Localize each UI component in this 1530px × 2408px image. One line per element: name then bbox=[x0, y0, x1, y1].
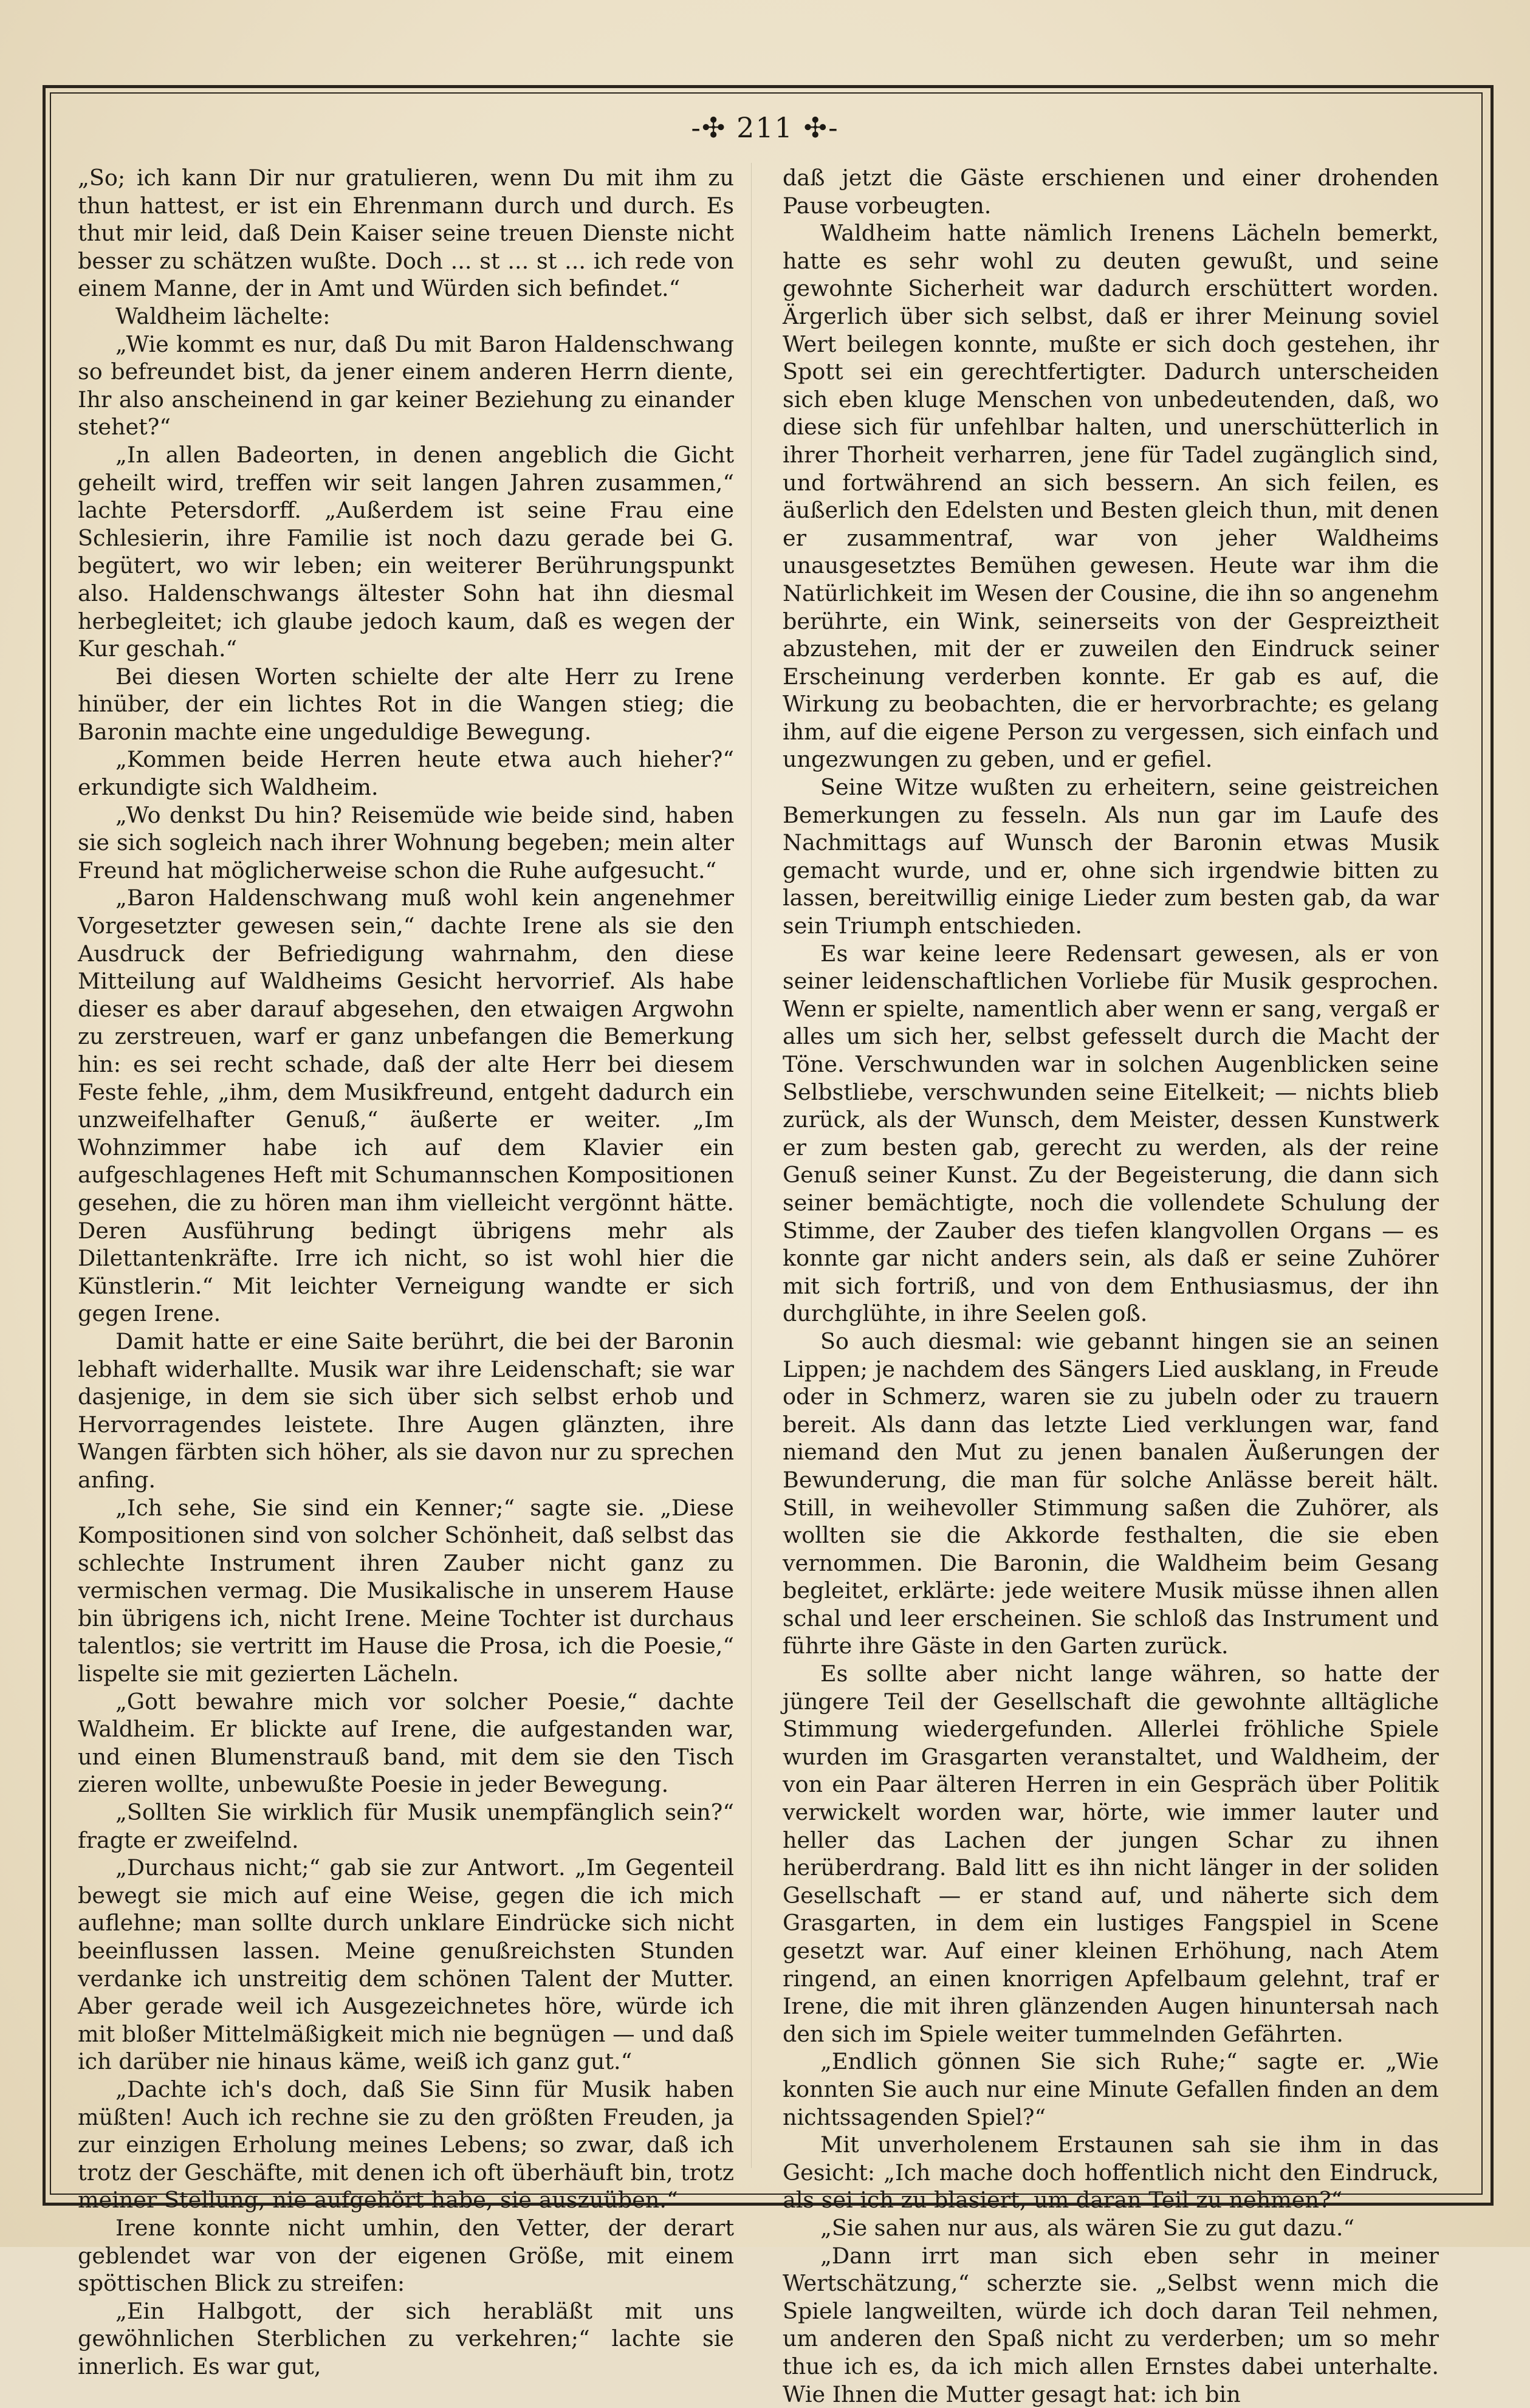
paragraph: Seine Witze wußten zu erheitern, seine geistreichen Bemerkungen zu fesseln. Als nun gar im Laufe des Nachmittags auf Wunsch der Baronin etwas Musik gemacht wurde, und er, ohne sich irgendwie bitten zu lassen, bereitwillig einige Lieder zum besten gab, da war sein Triumph entschieden. bbox=[783, 774, 1439, 939]
left-column bbox=[78, 164, 734, 2381]
paragraph: „Dann irrt man sich eben sehr in meiner Wertschätzung,“ scherzte sie. „Selbst wenn mich die Spiele langweilten, würde ich doch daran Teil nehmen, um anderen den Spaß nicht zu verderben; um so mehr thue ich es, da ich mich allen Ernstes dabei unterhalte. Wie Ihnen die Mutter gesagt hat: ich bin bbox=[783, 2242, 1439, 2407]
page-number: 211 bbox=[736, 111, 794, 144]
ornament-left: -✣ bbox=[691, 111, 727, 144]
paragraph: „In allen Badeorten, in denen angeblich die Gicht geheilt wird, treffen wir seit langen Jahren zusammen,“ lachte Petersdorff. „Außerdem ist seine Frau eine Schlesierin, ihre Familie ist noch dazu gerade bei G. begütert, wo wir leben; ein weiterer Berührungspunkt also. Haldenschwangs ältester Sohn hat ihn diesmal herbegleitet; ich glaube jedoch kaum, daß es wegen der Kur geschah.“ bbox=[78, 441, 734, 662]
paragraph: „Wo denkst Du hin? Reisemüde wie beide sind, haben sie sich sogleich nach ihrer Wohnung begeben; mein alter Freund hat möglicherweise schon die Ruhe aufgesucht.“ bbox=[78, 801, 734, 883]
paragraph: „So; ich kann Dir nur gratulieren, wenn Du mit ihm zu thun hattest, er ist ein Ehrenmann durch und durch. Es thut mir leid, daß Dein Kaiser seine treuen Dienste nicht besser zu schätzen wußte. Doch ... st ... st ... ich rede von einem Manne, der in Amt und Würden sich befindet.“ bbox=[78, 165, 734, 302]
ornament-right: ✣- bbox=[803, 111, 839, 144]
paragraph: „Gott bewahre mich vor solcher Poesie,“ dachte Waldheim. Er blickte auf Irene, die aufgestanden war, und einen Blumenstrauß band, mit dem sie den Tisch zieren wollte, unbewußte Poesie in jeder Bewegung. bbox=[78, 1688, 734, 1798]
paragraph: Waldheim lächelte: bbox=[115, 303, 331, 329]
paragraph: Irene konnte nicht umhin, den Vetter, der derart geblendet war von der eigenen Größe, mit einem spöttischen Blick zu streifen: bbox=[78, 2214, 734, 2297]
paragraph: Damit hatte er eine Saite berührt, die bei der Baronin lebhaft widerhallte. Musik war ihre Leidenschaft; sie war dasjenige, in dem sie sich über sich selbst erhob und Hervorragendes leistete. Ihre Augen glänzten, ihre Wangen färbten sich höher, als sie davon nur zu sprechen anfing. bbox=[78, 1328, 734, 1493]
paragraph: „Baron Haldenschwang muß wohl kein angenehmer Vorgesetzter gewesen sein,“ dachte Irene als sie den Ausdruck der Befriedigung wahrnahm, den diese Mitteilung auf Waldheims Gesicht hervorrief. Als habe dieser es aber darauf abgesehen, den etwaigen Argwohn zu zerstreuen, warf er ganz unbefangen die Bemerkung hin: es sei recht schade, daß der alte Herr bei diesem Feste fehle, „ihm, dem Musikfreund, entgeht dadurch ein unzweifelhafter Genuß,“ äußerte er weiter. „Im Wohnzimmer habe ich auf dem Klavier ein aufgeschlagenes Heft mit Schumannschen Kompositionen gesehen, die zu hören man ihm vielleicht vergönnt hätte. Deren Ausführung bedingt übrigens mehr als Dilettantenkräfte. Irre ich nicht, so ist wohl hier die Künstlerin.“ Mit leichter Verneigung wandte er sich gegen Irene. bbox=[78, 885, 734, 1327]
paragraph: „Sollten Sie wirklich für Musik unempfänglich sein?“ fragte er zweifelnd. bbox=[78, 1799, 734, 1853]
paragraph: Waldheim hatte nämlich Irenens Lächeln bemerkt, hatte es sehr wohl zu deuten gewußt, und seine gewohnte Sicherheit war dadurch erschüttert worden. Ärgerlich über sich selbst, daß er ihrer Meinung soviel Wert beilegen konnte, mußte er sich doch gestehen, ihr Spott sei ein gerechtfertigter. Dadurch unterscheiden sich eben kluge Menschen von unbedeutenden, daß, wo diese sich für unfehlbar halten, und unerschütterlich in ihrer Thorheit verharren, jene für Tadel zugänglich sind, und fortwährend an sich bessern. An sich feilen, es äußerlich den Edelsten und Besten gleich thun, mit denen er zusammentraf, war von jeher Waldheims unausgesetztes Bemühen gewesen. Heute war ihm die Natürlichkeit im Wesen der Cousine, die ihn so angenehm berührte, ein Wink, seinerseits von der Gespreiztheit abzustehen, mit der er zuweilen den Eindruck seiner Erscheinung verderben konnte. Er gab es auf, die Wirkung zu beobachten, die er hervorbrachte; es gelang ihm, auf die eigene Person zu vergessen, sich einfach und ungezwungen zu geben, und er gefiel. bbox=[783, 220, 1439, 773]
column-divider bbox=[751, 163, 752, 2168]
paragraph: „Sie sahen nur aus, als wären Sie zu gut dazu.“ bbox=[820, 2214, 1355, 2241]
paragraph: Mit unverholenem Erstaunen sah sie ihm in das Gesicht: „Ich mache doch hoffentlich nicht den Eindruck, als sei ich zu blasiert, um daran Teil zu nehmen?“ bbox=[783, 2132, 1439, 2214]
paragraph: Es sollte aber nicht lange währen, so hatte der jüngere Teil der Gesellschaft die gewohnte alltägliche Stimmung wiedergefunden. Allerlei fröhliche Spiele wurden im Grasgarten veranstaltet, und Waldheim, der von ein Paar älteren Herren in ein Gespräch über Politik verwickelt worden war, hörte, wie immer lauter und heller das Lachen der jungen Schar zu ihnen herüberdrang. Bald litt es ihn nicht länger in der soliden Gesellschaft — er stand auf, und näherte sich dem Grasgarten, in dem ein lustiges Fangspiel in Scene gesetzt war. Auf einer kleinen Erhöhung, nach Atem ringend, an einen knorrigen Apfelbaum gelehnt, traf er Irene, die mit ihren glänzenden Augen hinuntersah nach den sich im Spiele weiter tummelnden Gefährten. bbox=[783, 1661, 1439, 2047]
paragraph: daß jetzt die Gäste erschienen und einer drohenden Pause vorbeugten. bbox=[783, 165, 1439, 219]
right-column bbox=[783, 164, 1439, 2408]
paragraph: „Dachte ich's doch, daß Sie Sinn für Musik haben müßten! Auch ich rechne sie zu den größten Freuden, ja zur einzigen Erholung meines Lebens; so zwar, daß ich trotz der Geschäfte, mit denen ich oft überhäuft bin, trotz meiner Stellung, nie aufgehört habe, sie auszuüben.“ bbox=[78, 2076, 734, 2214]
paragraph: „Ein Halbgott, der sich herabläßt mit uns gewöhnlichen Sterblichen zu verkehren;“ lachte sie innerlich. Es war gut, bbox=[78, 2297, 734, 2379]
paragraph: So auch diesmal: wie gebannt hingen sie an seinen Lippen; je nachdem des Sängers Lied ausklang, in Freude oder in Schmerz, waren sie zu jubeln oder zu trauern bereit. Als dann das letzte Lied verklungen war, fand niemand den Mut zu jenen banalen Äußerungen der Bewunderung, die man für solche Anlässe bereit hält. Still, in weihevoller Stimmung saßen die Zuhörer, als wollten sie die Akkorde festhalten, die sie eben vernommen. Die Baronin, die Waldheim beim Gesang begleitet, erklärte: jede weitere Musik müsse ihnen allen schal und leer erscheinen. Sie schloß das Instrument und führte ihre Gäste in den Garten zurück. bbox=[783, 1328, 1439, 1659]
paragraph: Bei diesen Worten schielte der alte Herr zu Irene hinüber, der ein lichtes Rot in die Wangen stieg; die Baronin machte eine ungeduldige Bewegung. bbox=[78, 663, 734, 745]
paragraph: „Wie kommt es nur, daß Du mit Baron Haldenschwang so befreundet bist, da jener einem anderen Herrn diente, Ihr also anscheinend in gar keiner Beziehung zu einander stehet?“ bbox=[78, 331, 734, 441]
paragraph: „Endlich gönnen Sie sich Ruhe;“ sagte er. „Wie konnten Sie auch nur eine Minute Gefallen finden an dem nichtssagenden Spiel?“ bbox=[783, 2048, 1439, 2130]
paragraph: „Kommen beide Herren heute etwa auch hieher?“ erkundigte sich Waldheim. bbox=[78, 746, 734, 801]
paragraph: „Ich sehe, Sie sind ein Kenner;“ sagte sie. „Diese Kompositionen sind von solcher Schönheit, daß selbst das schlechte Instrument ihren Zauber nicht ganz zu vermischen vermag. Die Musikalische in unserem Hause bin übrigens ich, nicht Irene. Meine Tochter ist durchaus talentlos; sie vertritt im Hause die Prosa, ich die Poesie,“ lispelte sie mit gezierten Lächeln. bbox=[78, 1494, 734, 1687]
page-header bbox=[0, 109, 1530, 146]
paragraph: Es war keine leere Redensart gewesen, als er von seiner leidenschaftlichen Vorliebe für Musik gesprochen. Wenn er spielte, namentlich aber wenn er sang, vergaß er alles um sich her, selbst gefesselt durch die Macht der Töne. Verschwunden war in solchen Augenblicken seine Selbstliebe, verschwunden seine Eitelkeit; — nichts blieb zurück, als der Wunsch, dem Meister, dessen Kunstwerk er zum besten gab, gerecht zu werden, als der reine Genuß seiner Kunst. Zu der Begeisterung, die dann sich seiner bemächtigte, noch die vollendete Schulung der Stimme, der Zauber des tiefen klangvollen Organs — es konnte gar nicht anders sein, als daß er seine Zuhörer mit sich fortriß, und von dem Enthusiasmus, der ihn durchglühte, in ihre Seelen goß. bbox=[783, 940, 1439, 1327]
paragraph: „Durchaus nicht;“ gab sie zur Antwort. „Im Gegenteil bewegt sie mich auf eine Weise, gegen die ich mich auflehne; man sollte durch unklare Eindrücke sich nicht beeinflussen lassen. Meine genußreichsten Stunden verdanke ich unstreitig dem schönen Talent der Mutter. Aber gerade weil ich Ausgezeichnetes höre, würde ich mit bloßer Mittelmäßigkeit mich nie begnügen — und daß ich darüber nie hinaus käme, weiß ich ganz gut.“ bbox=[78, 1854, 734, 2075]
